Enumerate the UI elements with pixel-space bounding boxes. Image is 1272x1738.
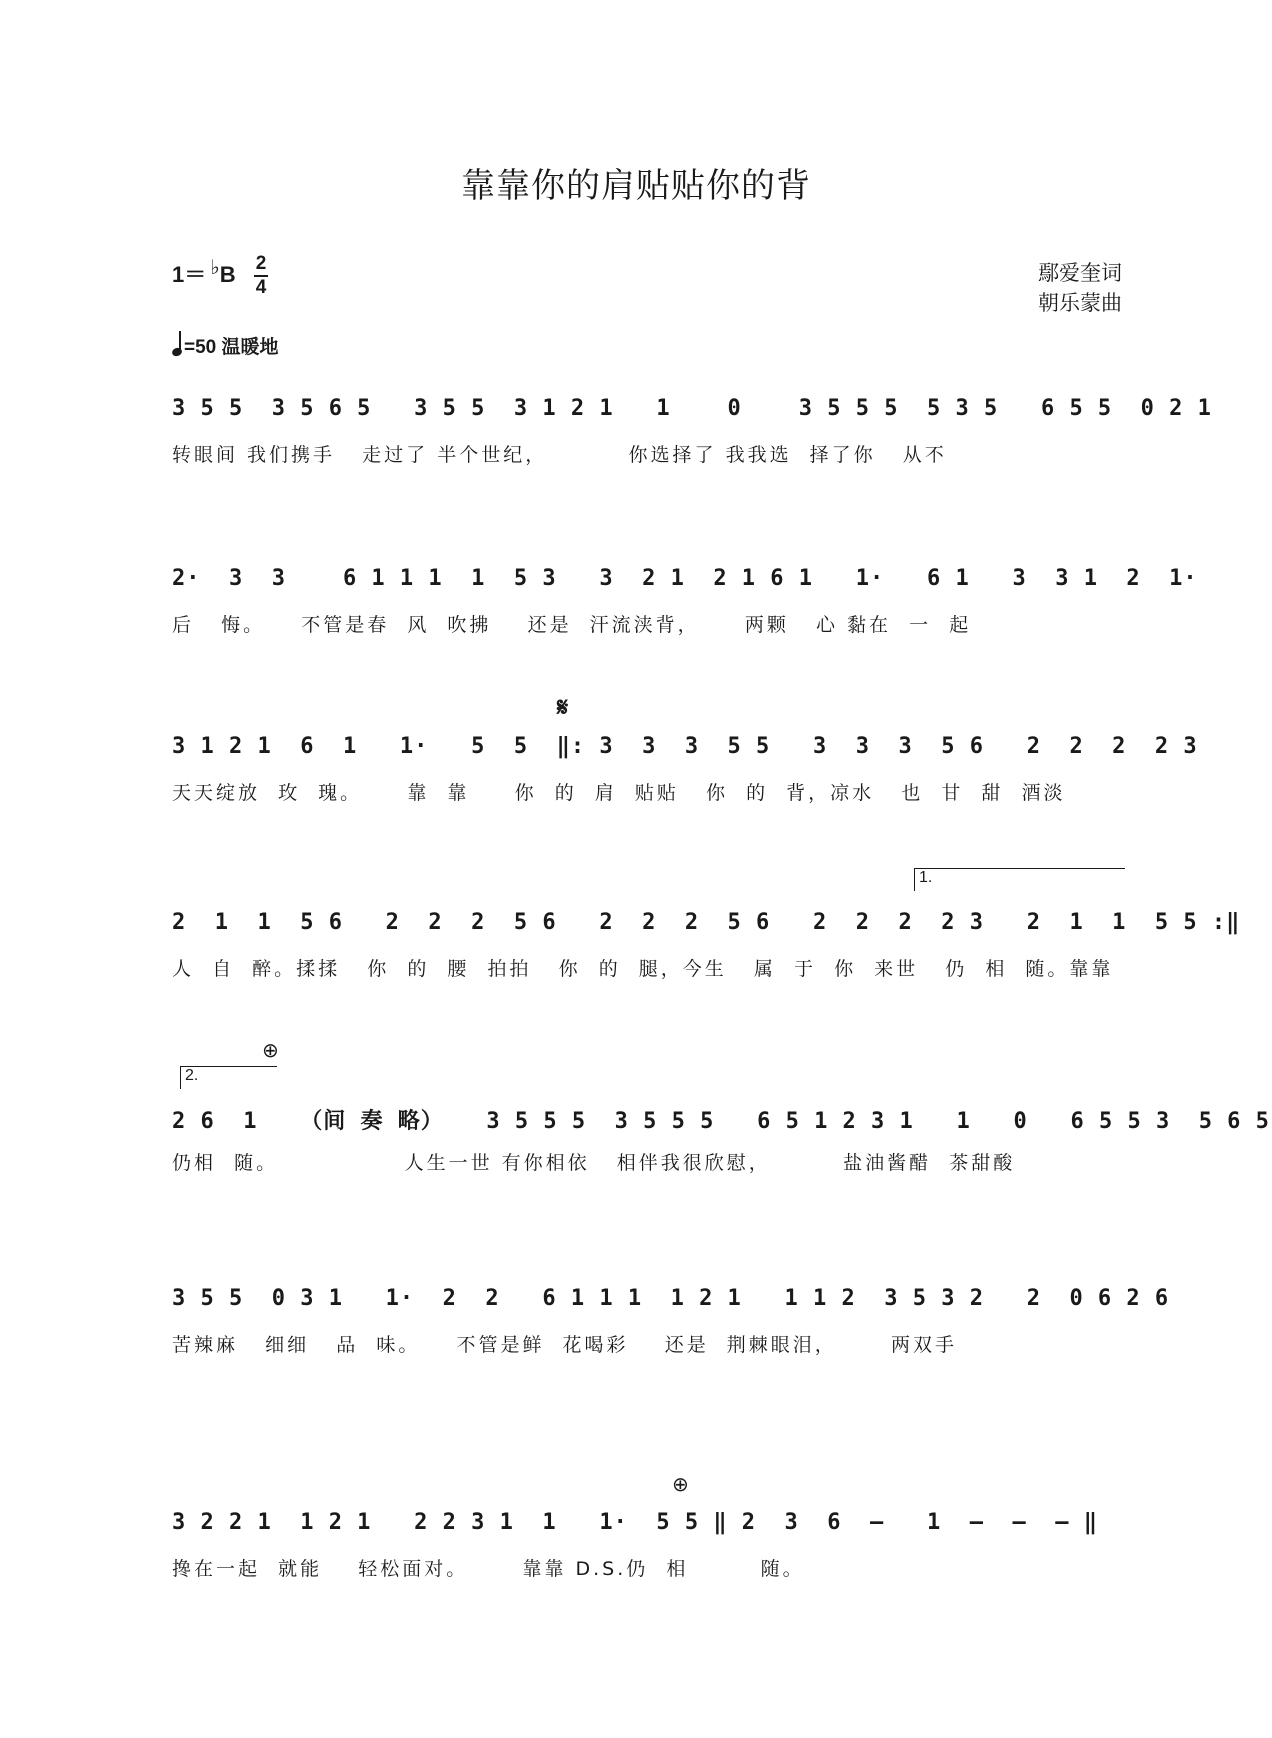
key-signature: 1＝ ♭B — [172, 257, 236, 287]
lyricist: 鄢爱奎词 — [1038, 261, 1122, 285]
coda-icon: ⊕ — [262, 1040, 279, 1062]
notation-line: 2 1 1 5 6 2 2 2 5 6 2 2 2 5 6 2 2 2 2 3 2 1 1 5 5 :‖ — [172, 910, 1241, 935]
notation-line: 3 5 5 0 3 1 1· 2 2 6 1 1 1 1 2 1 1 1 2 3 5 3 2 2 0 6 2 6 — [172, 1286, 1170, 1311]
lyric-line: 人 自 醉。揉揉 你 的 腰 拍拍 你 的 腿，今生 属 于 你 来世 仍 相 随。靠靠 — [172, 958, 1114, 980]
volta-2: 2. — [180, 1066, 277, 1089]
lyric-line: 仍相 随。 人生一世 有你相依 相伴我很欣慰， 盐油酱醋 茶甜酸 — [172, 1152, 1016, 1174]
notation-line: 3 2 2 1 1 2 1 2 2 3 1 1 1· 5 5 ‖ 2 3 6 — 1 — — — ‖ — [172, 1510, 1098, 1535]
time-signature: 2 4 — [255, 253, 267, 298]
lyric-line: 苦辣麻 细细 品 味。 不管是鲜 花喝彩 还是 荆棘眼泪， 两双手 — [172, 1334, 958, 1356]
notation-line: 3 1 2 1 6 1 1· 5 5 ‖: 3 3 3 5 5 3 3 3 5 6 2 2 2 2 3 — [172, 734, 1198, 759]
notation-line: 3 5 5 3 5 6 5 3 5 5 3 1 2 1 1 0 3 5 5 5 5 3 5 6 5 5 0 2 1 — [172, 396, 1212, 421]
credits — [1038, 258, 1122, 318]
lyric-line: 转眼间 我们携手 走过了 半个世纪， 你选择了 我我选 择了你 从不 — [172, 444, 947, 466]
lyric-line: 搀在一起 就能 轻松面对。 靠靠 D.S.仍 相 随。 — [172, 1558, 805, 1580]
notation-line: 2· 3 3 6 1 1 1 1 5 3 3 2 1 2 1 6 1 1· 6 1 3 3 1 2 1· — [172, 566, 1198, 591]
page-title: 靠靠你的肩贴贴你的背 — [461, 166, 811, 206]
segno-icon: 𝄋 — [557, 692, 569, 722]
notation-line: 2 6 1 （间 奏 略） 3 5 5 5 3 5 5 5 6 5 1 2 3 1 1 0 6 5 5 3 5 6 5 — [172, 1109, 1270, 1134]
lyric-line: 天天绽放 玫 瑰。 靠 靠 你 的 肩 贴贴 你 的 背，凉水 也 甘 甜 酒淡 — [172, 782, 1066, 804]
composer: 朝乐蒙曲 — [1038, 291, 1122, 315]
volta-1: 1. — [914, 868, 1125, 891]
tempo-marking: =50 温暖地 — [172, 332, 279, 359]
coda-icon: ⊕ — [672, 1474, 689, 1496]
quarter-note-icon — [171, 347, 183, 358]
lyric-line: 后 悔。 不管是春 风 吹拂 还是 汗流浃背， 两颗 心 黏在 一 起 — [172, 614, 972, 636]
